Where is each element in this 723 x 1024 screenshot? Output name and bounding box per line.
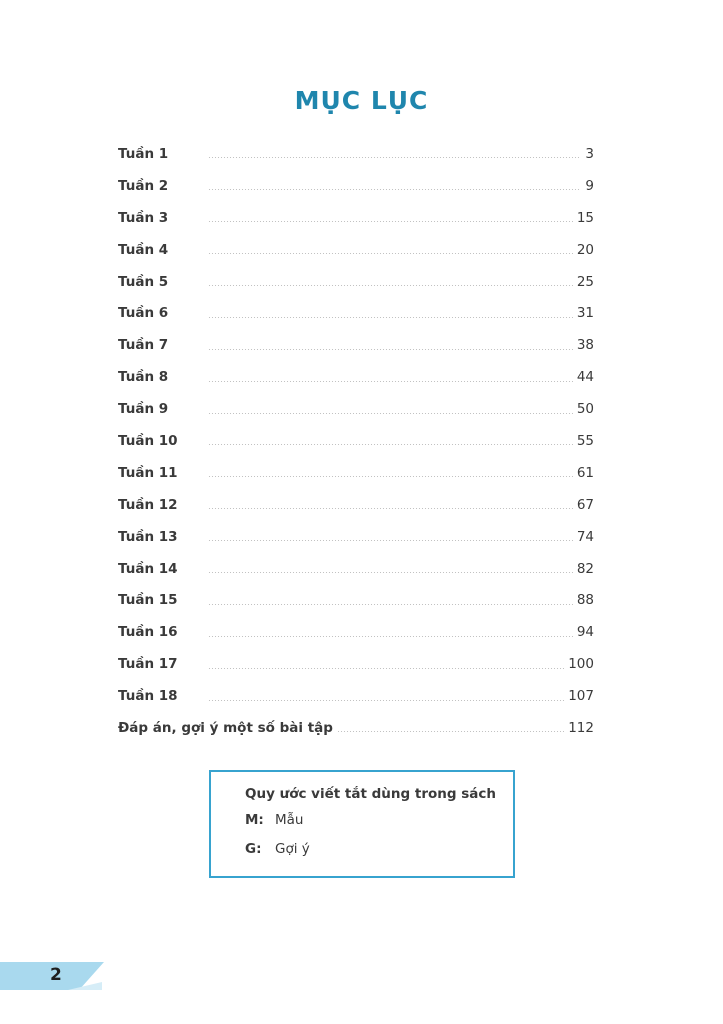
dot-leader [208, 285, 573, 286]
toc-entry-week-13[interactable] [118, 521, 594, 553]
toc-entry-label: Tuần 9 [118, 401, 169, 418]
toc-entry-label: Tuần 12 [118, 496, 178, 513]
toc-entry-page: 9 [585, 177, 594, 194]
toc-entry-page: 38 [576, 337, 594, 354]
abbreviation-key: G: [245, 841, 262, 857]
toc-entry-page: 55 [576, 432, 594, 449]
toc-entry-label: Tuần 1 [118, 145, 169, 162]
toc-entry-week-14[interactable] [118, 553, 594, 585]
toc-entry-week-15[interactable] [118, 584, 594, 616]
abbreviation-key: M: [245, 812, 264, 828]
toc-entry-label: Tuần 2 [118, 177, 169, 194]
toc-entry-label: Tuần 7 [118, 337, 169, 354]
toc-entry-week-4[interactable] [118, 234, 594, 266]
toc-entry-page: 31 [576, 305, 594, 322]
toc-entry-label: Tuần 11 [118, 464, 178, 481]
table-of-contents [118, 138, 594, 744]
page-title: MỤC LỤC [294, 86, 429, 115]
toc-entry-page: 88 [576, 592, 594, 609]
toc-entry-page: 50 [576, 401, 594, 418]
toc-entry-week-8[interactable] [118, 361, 594, 393]
toc-entry-page: 100 [568, 656, 594, 673]
toc-entry-answers[interactable] [118, 712, 594, 744]
dot-leader [208, 572, 573, 573]
page-number: 2 [50, 965, 62, 985]
dot-leader [208, 317, 573, 318]
abbreviations-box [209, 770, 515, 878]
toc-entry-page: 44 [576, 369, 594, 386]
dot-leader [208, 221, 573, 222]
toc-entry-label: Tuần 3 [118, 209, 169, 226]
dot-leader [208, 444, 573, 445]
toc-entry-label: Tuần 15 [118, 592, 178, 609]
toc-entry-page: 94 [576, 624, 594, 641]
toc-entry-label: Tuần 13 [118, 528, 178, 545]
toc-entry-page: 25 [576, 273, 594, 290]
toc-entry-week-16[interactable] [118, 616, 594, 648]
abbreviation-meaning: Mẫu [275, 812, 304, 828]
toc-entry-page: 15 [576, 209, 594, 226]
dot-leader [208, 636, 573, 637]
dot-leader [208, 540, 573, 541]
dot-leader [208, 413, 573, 414]
toc-entry-week-17[interactable] [118, 648, 594, 680]
abbreviation-item [245, 812, 513, 828]
toc-entry-week-5[interactable] [118, 266, 594, 298]
toc-entry-label: Tuần 5 [118, 273, 169, 290]
toc-entry-label: Tuần 16 [118, 624, 178, 641]
dot-leader [208, 668, 564, 669]
toc-entry-page: 67 [576, 496, 594, 513]
toc-entry-week-3[interactable] [118, 202, 594, 234]
toc-entry-week-7[interactable] [118, 329, 594, 361]
dot-leader [208, 349, 573, 350]
toc-entry-week-1[interactable] [118, 138, 594, 170]
toc-entry-week-12[interactable] [118, 489, 594, 521]
dot-leader [208, 700, 564, 701]
abbreviations-title: Quy ước viết tắt dùng trong sách [245, 786, 496, 802]
dot-leader [208, 253, 573, 254]
toc-entry-page: 61 [576, 464, 594, 481]
toc-entry-page: 3 [585, 145, 594, 162]
abbreviation-item [245, 841, 513, 857]
dot-leader [208, 508, 573, 509]
toc-entry-page: 112 [568, 719, 594, 736]
toc-entry-page: 20 [576, 241, 594, 258]
toc-entry-week-10[interactable] [118, 425, 594, 457]
toc-entry-label: Tuần 6 [118, 305, 169, 322]
toc-entry-week-9[interactable] [118, 393, 594, 425]
toc-entry-page: 107 [568, 688, 594, 705]
toc-entry-label: Tuần 14 [118, 560, 178, 577]
dot-leader [337, 731, 564, 732]
toc-entry-label: Tuần 4 [118, 241, 169, 258]
dot-leader [208, 157, 581, 158]
toc-entry-label: Tuần 17 [118, 656, 178, 673]
toc-entry-label: Đáp án, gợi ý một số bài tập [118, 719, 333, 736]
toc-entry-label: Tuần 10 [118, 432, 178, 449]
toc-entry-week-11[interactable] [118, 457, 594, 489]
toc-entry-label: Tuần 18 [118, 688, 178, 705]
toc-entry-week-18[interactable] [118, 680, 594, 712]
toc-entry-label: Tuần 8 [118, 369, 169, 386]
toc-entry-week-2[interactable] [118, 170, 594, 202]
dot-leader [208, 381, 573, 382]
toc-entry-week-6[interactable] [118, 297, 594, 329]
dot-leader [208, 604, 573, 605]
abbreviation-meaning: Gợi ý [275, 841, 310, 857]
toc-entry-page: 82 [576, 560, 594, 577]
dot-leader [208, 476, 573, 477]
toc-entry-page: 74 [576, 528, 594, 545]
dot-leader [208, 189, 581, 190]
